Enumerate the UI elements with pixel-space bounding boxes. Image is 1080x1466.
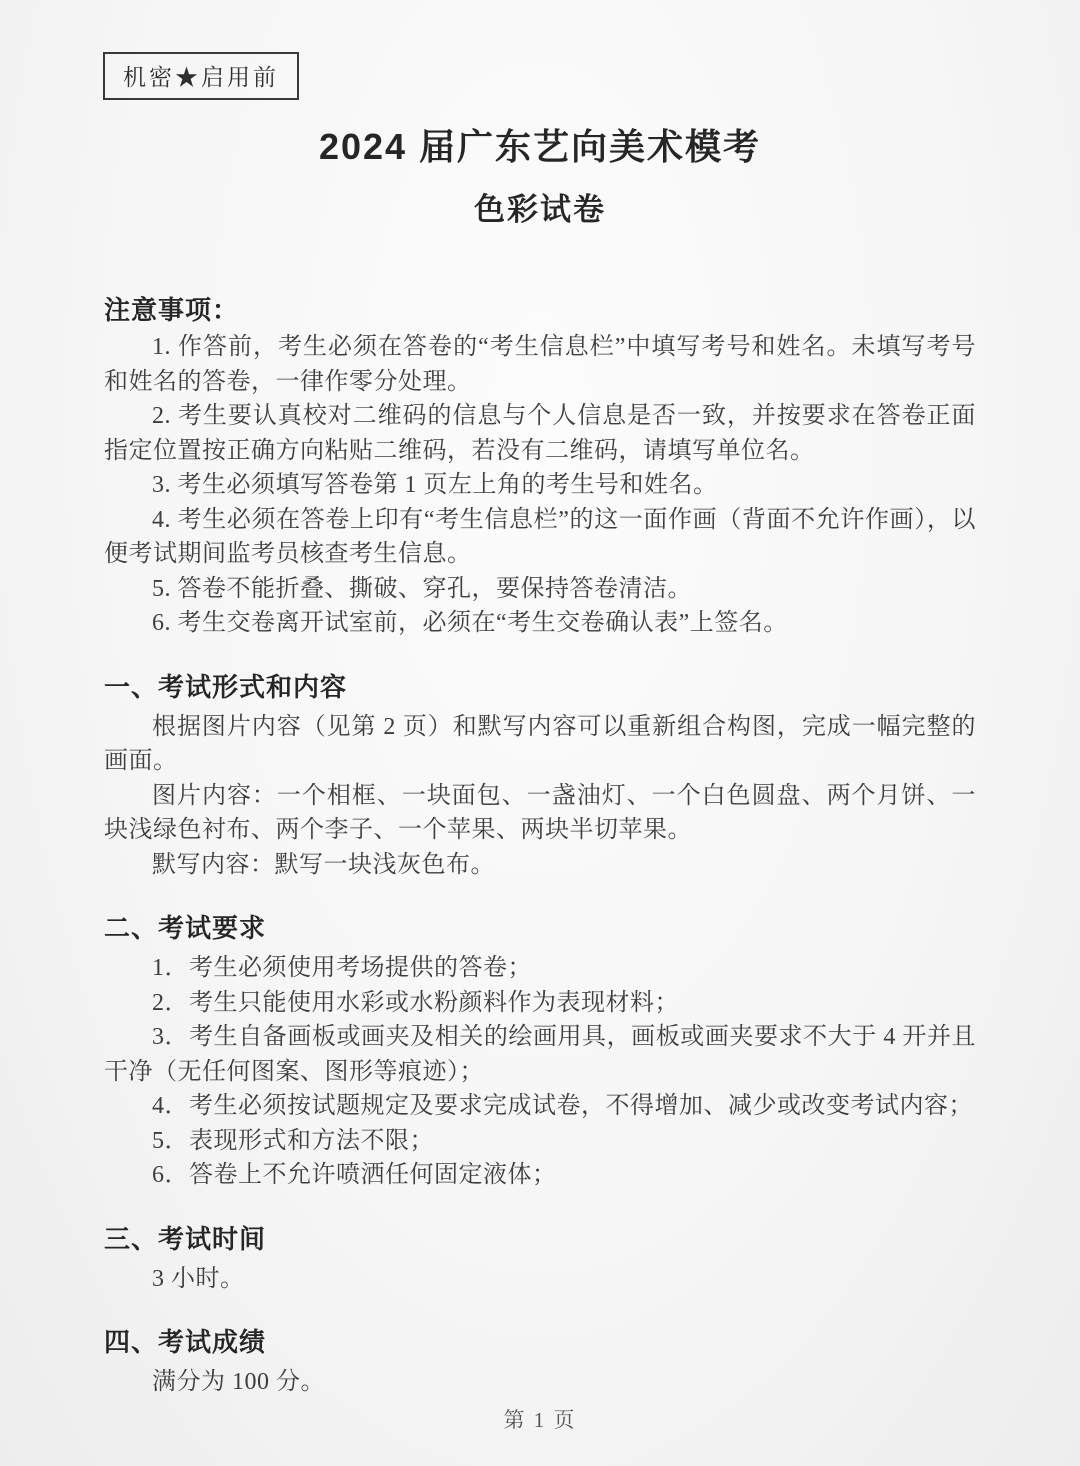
section-heading: 四、考试成绩 xyxy=(104,1327,267,1357)
note-item: 6. 考生交卷离开试室前，必须在“考生交卷确认表”上签名。 xyxy=(152,610,788,636)
section-heading: 二、考试要求 xyxy=(104,913,267,943)
note-item: 5. 答卷不能折叠、撕破、穿孔，要保持答卷清洁。 xyxy=(152,575,692,602)
requirement-item: 2．考生只能使用水彩或水粉颜料作为表现材料； xyxy=(152,989,679,1016)
section-exam-score xyxy=(104,1326,976,1400)
section-paragraph: 根据图片内容（见第 2 页）和默写内容可以重新组合构图，完成一幅完整的画面。 xyxy=(104,713,976,774)
confidential-stamp-text: 机密★启用前 xyxy=(123,65,279,90)
section-exam-duration xyxy=(104,1223,976,1297)
section-heading: 一、考试形式和内容 xyxy=(104,671,348,702)
notes-heading: 注意事项： xyxy=(104,295,240,325)
notes-section xyxy=(104,294,976,641)
section-paragraph: 3 小时。 xyxy=(152,1265,245,1292)
section-exam-form-and-content xyxy=(104,671,976,883)
confidential-stamp xyxy=(103,52,299,100)
requirement-item: 6．答卷上不允许喷洒任何固定液体； xyxy=(152,1162,557,1188)
section-exam-requirements xyxy=(104,912,976,1193)
note-item: 1. 作答前，考生必须在答卷的“考生信息栏”中填写考号和姓名。未填写考号和姓名的答卷，一律作零分处理。 xyxy=(104,334,976,395)
page-subtitle: 色彩试卷 xyxy=(474,192,606,227)
document-body xyxy=(0,294,1080,1400)
requirement-item: 3．考生自备画板或画夹及相关的绘画用具，画板或画夹要求不大于 4 开并且干净（无任何图案、图形等痕迹）； xyxy=(104,1024,976,1085)
section-paragraph: 图片内容：一个相框、一块面包、一盏油灯、一个白色圆盘、两个月饼、一块浅绿色衬布、两个李子、一个苹果、两块半切苹果。 xyxy=(104,782,976,843)
requirement-item: 5．表现形式和方法不限； xyxy=(152,1127,434,1154)
page-number: 第 1 页 xyxy=(503,1408,577,1432)
note-item: 2. 考生要认真校对二维码的信息与个人信息是否一致，并按要求在答卷正面指定位置按正确方向粘贴二维码，若没有二维码，请填写单位名。 xyxy=(104,403,976,464)
requirement-item: 1．考生必须使用考场提供的答卷； xyxy=(152,955,532,981)
page-title: 2024 届广东艺向美术模考 xyxy=(318,126,762,167)
section-heading: 三、考试时间 xyxy=(104,1223,267,1254)
requirement-item: 4．考生必须按试题规定及要求完成试卷，不得增加、减少或改变考试内容； xyxy=(152,1093,973,1119)
section-paragraph: 默写内容：默写一块浅灰色布。 xyxy=(152,851,495,878)
section-paragraph: 满分为 100 分。 xyxy=(152,1369,325,1395)
note-item: 3. 考生必须填写答卷第 1 页左上角的考生号和姓名。 xyxy=(152,472,718,498)
note-item: 4. 考生必须在答卷上印有“考生信息栏”的这一面作画（背面不允许作画），以便考试期间监考员核查考生信息。 xyxy=(104,506,976,567)
